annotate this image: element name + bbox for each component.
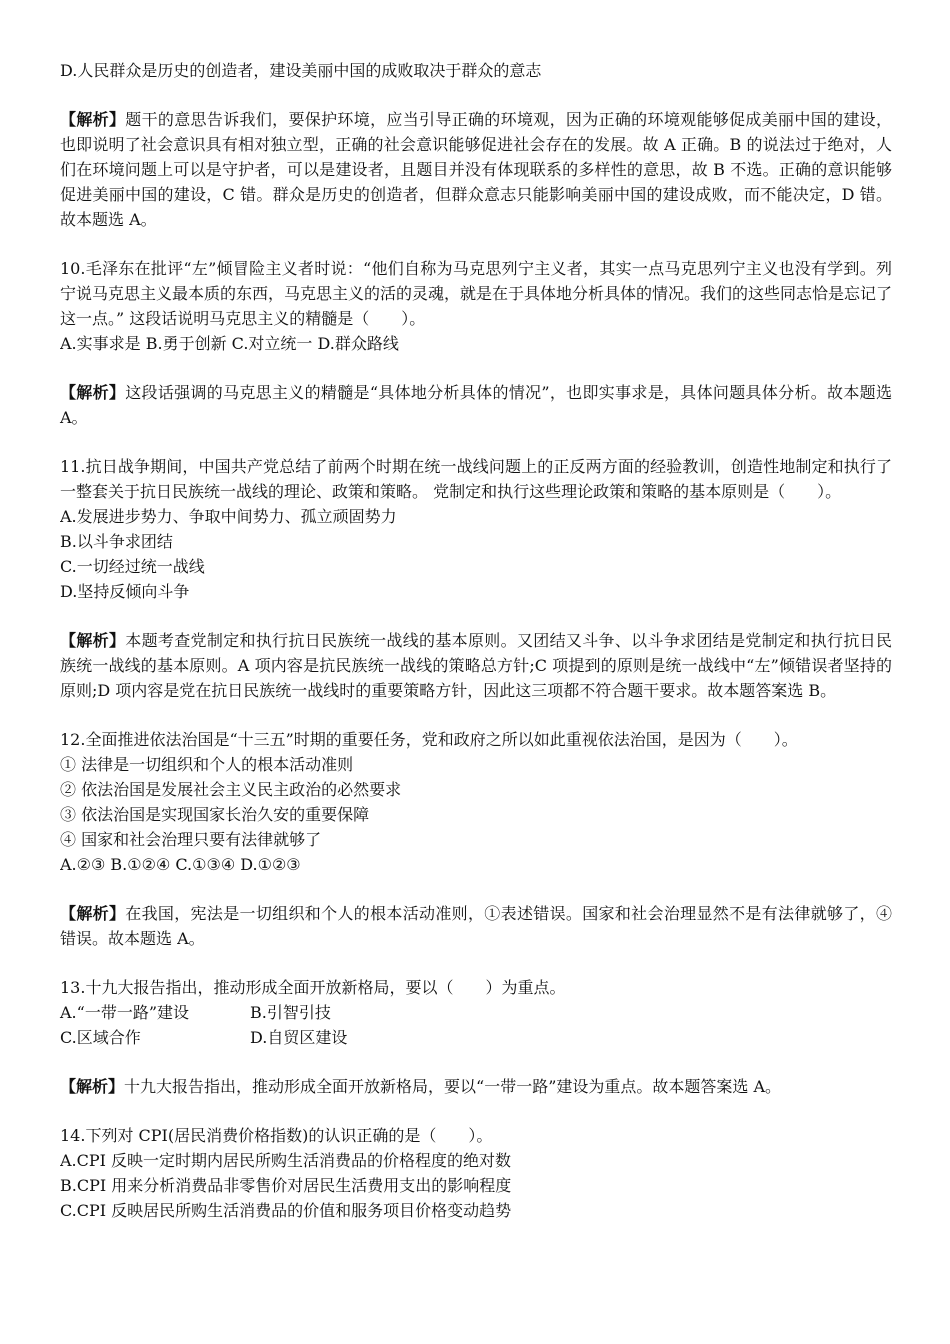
q9-option-d: D.人民群众是历史的创造者，建设美丽中国的成败取决于群众的意志 [60, 61, 542, 80]
q13-analysis-tag: 【解析】 [60, 1077, 125, 1096]
q11-analysis [60, 628, 892, 703]
q12-analysis [60, 901, 892, 951]
q13-options-row-2 [60, 1025, 892, 1050]
q11-option-c: C.一切经过统一战线 [60, 557, 205, 576]
q14-option-b: B.CPI 用来分析消费品非零售价对居民生活费用支出的影响程度 [60, 1176, 512, 1195]
q14-option-a: A.CPI 反映一定时期内居民所购生活消费品的价格程度的绝对数 [60, 1151, 512, 1170]
q10-stem: 10.毛泽东在批评“左”倾冒险主义者时说：“他们自称为马克思列宁主义者，其实一点马克思列宁主义也没有学到。列宁说马克思主义最本质的东西，马克思主义的活的灵魂，就是在于具体地分析具体的情况。我们的这些同志恰是忘记了这一点。” 这段话说明马克思主义的精髓是（ ）。 [60, 259, 893, 328]
q12-item-4: ④ 国家和社会治理只要有法律就够了 [60, 830, 322, 849]
q12-item-2: ② 依法治国是发展社会主义民主政治的必然要求 [60, 780, 402, 799]
q13-option-d: D.自贸区建设 [250, 1028, 348, 1047]
q13-option-a: A.“一带一路”建设 [60, 1003, 190, 1022]
q12-item-3: ③ 依法治国是实现国家长治久安的重要保障 [60, 805, 370, 824]
q14-stem: 14.下列对 CPI(居民消费价格指数)的认识正确的是（ ）。 [60, 1126, 493, 1145]
q9-analysis [60, 107, 892, 232]
q9-analysis-text: 题干的意思告诉我们，要保护环境，应当引导正确的环境观，因为正确的环境观能够促成美丽中国的建设，也即说明了社会意识具有相对独立型，正确的社会意识能够促进社会存在的发展。故 A 正确。B 的说法过于绝对，人们在环境问题上可以是守护者，可以是建设者，且题目并没有体现联系的多样性的意思，故 B 不选。正确的意识能够促进美丽中国的建设，C 错。群众是历史的创造者，但群众意志只能影响美丽中国的建设成败，而不能决定，D 错。故本题选 A。 [60, 110, 892, 229]
q13-analysis-text: 十九大报告指出，推动形成全面开放新格局，要以“一带一路”建设为重点。故本题答案选 A。 [124, 1077, 782, 1096]
q11-option-a: A.发展进步势力、争取中间势力、孤立顽固势力 [60, 507, 397, 526]
q12-analysis-text: 在我国，宪法是一切组织和个人的根本活动准则，①表述错误。国家和社会治理显然不是有法律就够了，④错误。故本题选 A。 [60, 904, 892, 948]
q10-analysis-text: 这段话强调的马克思主义的精髓是“具体地分析具体的情况”，也即实事求是，具体问题具体分析。故本题选 A。 [60, 383, 892, 427]
q12-analysis-tag: 【解析】 [60, 904, 126, 923]
q10-analysis [60, 380, 892, 430]
q11-stem: 11.抗日战争期间，中国共产党总结了前两个时期在统一战线问题上的正反两方面的经验教训，创造性地制定和执行了一整套关于抗日民族统一战线的理论、政策和策略。 党制定和执行这些理论政策和策略的基本原则是（ ）。 [60, 457, 892, 501]
q11-option-b: B.以斗争求团结 [60, 532, 173, 551]
q13-stem: 13.十九大报告指出，推动形成全面开放新格局，要以（ ）为重点。 [60, 978, 566, 997]
q10-options: A.实事求是 B.勇于创新 C.对立统一 D.群众路线 [60, 334, 399, 353]
q10-analysis-tag: 【解析】 [60, 383, 126, 402]
q13-options-row-1 [60, 1000, 892, 1025]
q12-options: A.②③ B.①②④ C.①③④ D.①②③ [60, 855, 301, 874]
q11-analysis-text: 本题考查党制定和执行抗日民族统一战线的基本原则。又团结又斗争、以斗争求团结是党制定和执行抗日民族统一战线的基本原则。A 项内容是抗民族统一战线的策略总方针;C 项提到的原则是统一战线中“左”倾错误者坚持的原则;D 项内容是党在抗日民族统一战线时的重要策略方针，因此这三项都不符合题干要求。故本题答案选 B。 [60, 631, 892, 700]
q14-option-c: C.CPI 反映居民所购生活消费品的价值和服务项目价格变动趋势 [60, 1201, 512, 1220]
document-page [60, 58, 892, 1223]
q12-item-1: ① 法律是一切组织和个人的根本活动准则 [60, 755, 354, 774]
q13-option-b: B.引智引技 [250, 1003, 331, 1022]
q12-stem: 12.全面推进依法治国是“十三五”时期的重要任务，党和政府之所以如此重视依法治国，是因为（ ）。 [60, 730, 798, 749]
q13-analysis [60, 1074, 892, 1099]
q13-option-c: C.区域合作 [60, 1028, 141, 1047]
q11-analysis-tag: 【解析】 [60, 631, 126, 650]
q9-analysis-tag: 【解析】 [60, 110, 126, 129]
q11-option-d: D.坚持反倾向斗争 [60, 582, 190, 601]
